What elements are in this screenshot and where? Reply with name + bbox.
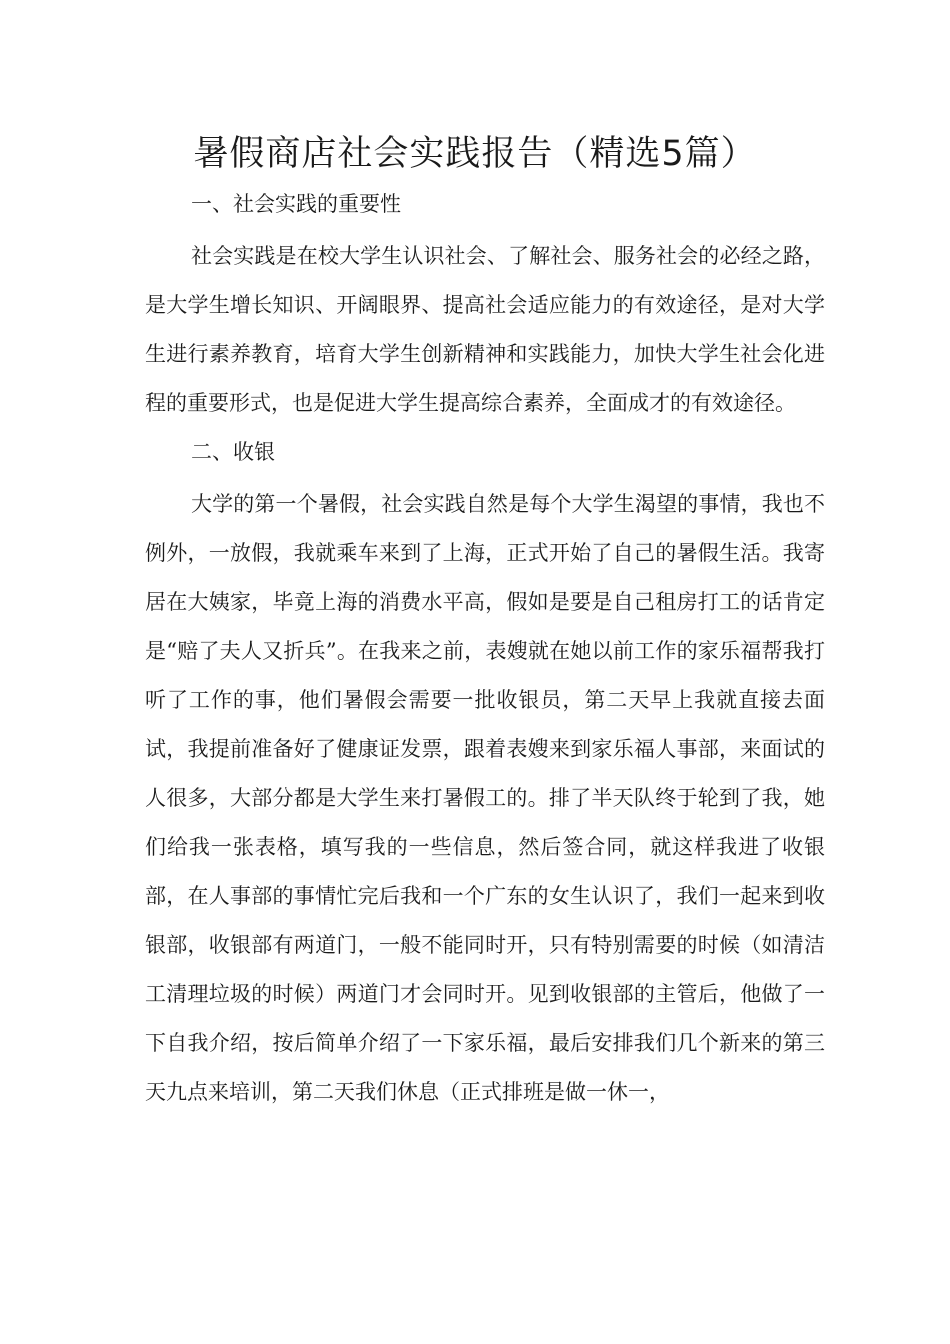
section-heading-cashier: 二、收银	[191, 440, 275, 464]
document-title: 暑假商店社会实践报告（精选5篇）	[193, 134, 757, 174]
section-heading-importance: 一、社会实践的重要性	[191, 192, 401, 216]
section-paragraph-cashier: 大学的第一个暑假，社会实践自然是每个大学生渴望的事情，我也不例外，一放假，我就乘车来到了上海，正式开始了自己的暑假生活。我寄居在大姨家，毕竟上海的消费水平高，假如是要是自己租房打工的话肯定是“赔了夫人又折兵”。在我来之前，表嫂就在她以前工作的家乐福帮我打听了工作的事，他们暑假会需要一批收银员，第二天早上我就直接去面试，我提前准备好了健康证发票，跟着表嫂来到家乐福人事部，来面试的人很多，大部分都是大学生来打暑假工的。排了半天队终于轮到了我，她们给我一张表格，填写我的一些信息，然后签合同，就这样我进了收银部，在人事部的事情忙完后我和一个广东的女生认识了，我们一起来到收银部，收银部有两道门，一般不能同时开，只有特别需要的时候（如清洁工清理垃圾的时候）两道门才会同时开。见到收银部的主管后，他做了一下自我介绍，按后简单介绍了一下家乐福，最后安排我们几个新来的第三天九点来培训，第二天我们休息（正式排班是做一休一，	[145, 492, 825, 1104]
section-paragraph-importance: 社会实践是在校大学生认识社会、了解社会、服务社会的必经之路，是大学生增长知识、开阔眼界、提高社会适应能力的有效途径，是对大学生进行素养教育，培育大学生创新精神和实践能力，加快大学生社会化进程的重要形式，也是促进大学生提高综合素养，全面成才的有效途径。	[145, 244, 825, 415]
document-body	[145, 180, 825, 1117]
